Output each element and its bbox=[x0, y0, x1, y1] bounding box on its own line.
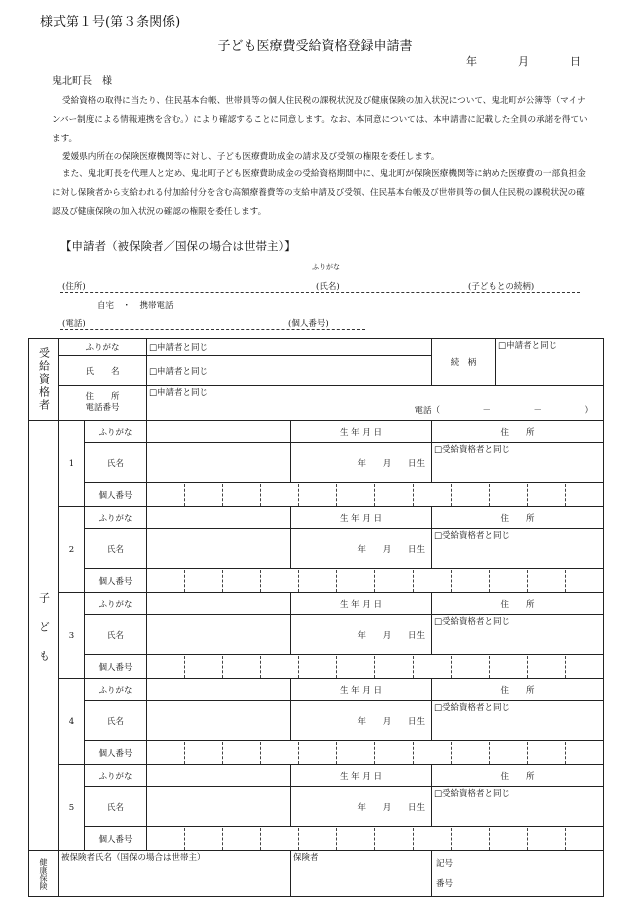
recipient-header: 受給資格者 bbox=[29, 339, 59, 421]
mynumber-digit-box[interactable] bbox=[490, 656, 528, 678]
recipient-furigana-cell[interactable] bbox=[147, 339, 432, 356]
child-address-label: 住 所 bbox=[432, 421, 604, 443]
mynumber-digit-box[interactable] bbox=[299, 570, 337, 592]
child-furigana-label: ふりがな bbox=[85, 679, 147, 701]
child-mynumber-cell[interactable] bbox=[147, 655, 604, 679]
child-name-cell[interactable] bbox=[147, 701, 291, 741]
address-label: (住所) bbox=[62, 282, 86, 292]
mynumber-digit-box[interactable] bbox=[375, 570, 413, 592]
child-address-cell[interactable] bbox=[432, 701, 604, 741]
same-as-recipient-text: 受給資格者と同じ bbox=[442, 789, 511, 799]
child-mynumber-cell[interactable] bbox=[147, 483, 604, 507]
insurer-cell[interactable] bbox=[291, 851, 432, 897]
month-text: 月 bbox=[382, 630, 392, 641]
child-mynumber-cell[interactable] bbox=[147, 827, 604, 851]
mynumber-digit-box[interactable] bbox=[452, 570, 490, 592]
same-as-applicant-text: 申請者と同じ bbox=[157, 366, 209, 377]
application-table bbox=[28, 338, 604, 421]
mynumber-digit-box[interactable] bbox=[414, 828, 452, 850]
day-born-text: 日生 bbox=[407, 630, 425, 641]
mynumber-digit-box[interactable] bbox=[223, 570, 261, 592]
mynumber-digit-box[interactable] bbox=[452, 828, 490, 850]
child-mynumber-label: 個人番号 bbox=[85, 827, 147, 851]
child-mynumber-cell[interactable] bbox=[147, 741, 604, 765]
child-name-cell[interactable] bbox=[147, 529, 291, 569]
mynumber-digit-box[interactable] bbox=[452, 484, 490, 506]
mynumber-label: (個人番号) bbox=[288, 319, 329, 329]
same-as-recipient-text: 受給資格者と同じ bbox=[442, 703, 511, 713]
mynumber-digit-box[interactable] bbox=[185, 484, 223, 506]
child-birth-cell[interactable] bbox=[291, 701, 432, 741]
same-as-applicant-text: 申請者と同じ bbox=[157, 343, 209, 353]
date-month: 月 bbox=[518, 55, 529, 68]
mynumber-digit-box[interactable] bbox=[414, 742, 452, 764]
checkbox-icon[interactable] bbox=[434, 531, 442, 541]
child-name-label: 氏名 bbox=[85, 787, 147, 827]
mynumber-digit-box[interactable] bbox=[337, 656, 375, 678]
child-furigana-label: ふりがな bbox=[85, 421, 147, 443]
year-text: 年 bbox=[357, 544, 367, 555]
mynumber-digit-box[interactable] bbox=[337, 742, 375, 764]
mynumber-digit-box[interactable] bbox=[566, 742, 603, 764]
child-address-cell[interactable] bbox=[432, 443, 604, 483]
mynumber-digit-box[interactable] bbox=[261, 484, 299, 506]
child-number: 5 bbox=[59, 765, 85, 851]
mynumber-digit-box[interactable] bbox=[566, 828, 603, 850]
year-text: 年 bbox=[357, 716, 367, 727]
same-as-recipient-text: 受給資格者と同じ bbox=[442, 531, 511, 541]
mynumber-digit-box[interactable] bbox=[566, 656, 603, 678]
mynumber-digit-box[interactable] bbox=[528, 742, 566, 764]
mynumber-digit-box[interactable] bbox=[528, 828, 566, 850]
mynumber-digit-box[interactable] bbox=[185, 656, 223, 678]
mynumber-digit-box[interactable] bbox=[528, 484, 566, 506]
child-name-label: 氏名 bbox=[85, 615, 147, 655]
mynumber-digit-box[interactable] bbox=[414, 570, 452, 592]
child-address-label: 住 所 bbox=[432, 679, 604, 701]
same-as-recipient-text: 受給資格者と同じ bbox=[442, 617, 511, 627]
mynumber-digit-box[interactable] bbox=[528, 570, 566, 592]
child-address-label: 住 所 bbox=[432, 593, 604, 615]
child-furigana-label: ふりがな bbox=[85, 507, 147, 529]
mynumber-digit-box[interactable] bbox=[299, 742, 337, 764]
mynumber-digit-box[interactable] bbox=[299, 484, 337, 506]
child-name-label: 氏名 bbox=[85, 701, 147, 741]
mynumber-digit-box[interactable] bbox=[375, 742, 413, 764]
symbol-number-cell[interactable] bbox=[432, 851, 604, 897]
mynumber-digit-box[interactable] bbox=[261, 828, 299, 850]
mynumber-digit-box[interactable] bbox=[261, 656, 299, 678]
page-title: 子ども医療費受給資格登録申請書 bbox=[217, 39, 413, 54]
child-furigana-cell[interactable] bbox=[147, 593, 291, 615]
mynumber-digit-box[interactable] bbox=[223, 828, 261, 850]
insured-name-cell[interactable] bbox=[59, 851, 291, 897]
child-address-cell[interactable] bbox=[432, 787, 604, 827]
insurer-label: 保険者 bbox=[293, 853, 319, 863]
mynumber-digit-box[interactable] bbox=[528, 656, 566, 678]
recipient-address-cell[interactable] bbox=[147, 386, 604, 421]
applicant-furigana-label: ふりがな bbox=[312, 263, 340, 271]
child-birth-cell[interactable] bbox=[291, 529, 432, 569]
day-born-text: 日生 bbox=[407, 458, 425, 469]
mynumber-digit-box[interactable] bbox=[147, 828, 185, 850]
child-furigana-cell[interactable] bbox=[147, 765, 291, 787]
day-born-text: 日生 bbox=[407, 544, 425, 555]
mynumber-digit-box[interactable] bbox=[261, 570, 299, 592]
mynumber-digit-box[interactable] bbox=[337, 484, 375, 506]
mynumber-digit-box[interactable] bbox=[147, 742, 185, 764]
mynumber-digit-box[interactable] bbox=[337, 828, 375, 850]
mynumber-digit-box[interactable] bbox=[452, 742, 490, 764]
child-furigana-label: ふりがな bbox=[85, 765, 147, 787]
child-name-cell[interactable] bbox=[147, 615, 291, 655]
recipient-address-label bbox=[59, 386, 147, 421]
checkbox-icon[interactable] bbox=[498, 341, 506, 351]
mynumber-digit-box[interactable] bbox=[490, 570, 528, 592]
month-text: 月 bbox=[382, 544, 392, 555]
month-text: 月 bbox=[382, 458, 392, 469]
recipient-name-label: 氏 名 bbox=[59, 356, 147, 386]
relation-label-cell: 続 柄 bbox=[432, 339, 496, 386]
applicant-section-title: 【申請者（被保険者／国保の場合は世帯主）】 bbox=[60, 239, 296, 253]
mynumber-digit-box[interactable] bbox=[147, 656, 185, 678]
mynumber-digit-box[interactable] bbox=[223, 484, 261, 506]
recipient-furigana-label: ふりがな bbox=[59, 339, 147, 356]
child-number: 1 bbox=[59, 421, 85, 507]
delegation-paragraph: 愛媛県内所在の保険医療機関等に対し、子ども医療費助成金の請求及び受領の権限を委任します。 bbox=[62, 152, 440, 162]
mynumber-digit-box[interactable] bbox=[147, 484, 185, 506]
child-name-cell[interactable] bbox=[147, 787, 291, 827]
date-line bbox=[466, 53, 581, 69]
child-birth-cell[interactable] bbox=[291, 615, 432, 655]
phone-label: (電話) bbox=[62, 319, 86, 329]
day-born-text: 日生 bbox=[407, 716, 425, 727]
children-table bbox=[28, 420, 604, 897]
consent-paragraph: 受給資格の取得に当たり、住民基本台帳、世帯員等の個人住民税の課税状況及び健康保険の加入状況について、鬼北町が公簿等（マイナンバー制度による情報連携を含む。）により確認することに同意します。なお、本同意については、本申請書に記載した全員の承諾を得ています。 bbox=[52, 96, 588, 144]
mynumber-digit-box[interactable] bbox=[375, 656, 413, 678]
checkbox-icon[interactable] bbox=[434, 445, 442, 455]
applicant-phone-line[interactable] bbox=[60, 316, 365, 330]
child-name-cell[interactable] bbox=[147, 443, 291, 483]
child-address-cell[interactable] bbox=[432, 529, 604, 569]
child-furigana-cell[interactable] bbox=[147, 679, 291, 701]
child-mynumber-label: 個人番号 bbox=[85, 741, 147, 765]
child-birth-label: 生 年 月 日 bbox=[291, 507, 432, 529]
form-number: 様式第１号(第３条関係) bbox=[40, 15, 181, 30]
insured-name-label: 被保険者氏名（国保の場合は世帯主） bbox=[61, 853, 206, 863]
child-number: 3 bbox=[59, 593, 85, 679]
child-address-label: 住 所 bbox=[432, 765, 604, 787]
child-birth-cell[interactable] bbox=[291, 443, 432, 483]
mynumber-digit-box[interactable] bbox=[337, 570, 375, 592]
mynumber-digit-box[interactable] bbox=[414, 656, 452, 678]
child-furigana-cell[interactable] bbox=[147, 507, 291, 529]
mynumber-digit-box[interactable] bbox=[375, 484, 413, 506]
child-name-label: 氏名 bbox=[85, 529, 147, 569]
mynumber-digit-box[interactable] bbox=[375, 828, 413, 850]
symbol-label: 記号 bbox=[436, 858, 454, 869]
mynumber-digit-box[interactable] bbox=[414, 484, 452, 506]
recipient-phone-text: 電話（ － － ） bbox=[414, 406, 594, 416]
child-birth-label: 生 年 月 日 bbox=[291, 679, 432, 701]
mynumber-digit-box[interactable] bbox=[566, 570, 603, 592]
addressee: 鬼北町長 様 bbox=[52, 76, 112, 87]
address-text: 住 所 bbox=[85, 392, 120, 402]
relation-label: (子どもとの続柄) bbox=[468, 282, 535, 292]
checkbox-icon[interactable] bbox=[149, 367, 157, 377]
applicant-address-line[interactable] bbox=[60, 279, 580, 293]
checkbox-icon[interactable] bbox=[149, 343, 157, 353]
year-text: 年 bbox=[357, 458, 367, 469]
child-name-label: 氏名 bbox=[85, 443, 147, 483]
child-mynumber-label: 個人番号 bbox=[85, 655, 147, 679]
mynumber-digit-box[interactable] bbox=[490, 828, 528, 850]
same-as-applicant-text: 申請者と同じ bbox=[506, 341, 558, 351]
day-born-text: 日生 bbox=[407, 802, 425, 813]
year-text: 年 bbox=[357, 630, 367, 641]
mynumber-digit-box[interactable] bbox=[223, 656, 261, 678]
year-text: 年 bbox=[357, 802, 367, 813]
same-as-applicant-text: 申請者と同じ bbox=[157, 388, 209, 398]
mynumber-digit-box[interactable] bbox=[299, 828, 337, 850]
relation-cell[interactable] bbox=[496, 339, 604, 386]
mynumber-digit-box[interactable] bbox=[490, 742, 528, 764]
mynumber-digit-box[interactable] bbox=[185, 570, 223, 592]
mynumber-digit-box[interactable] bbox=[185, 742, 223, 764]
child-birth-label: 生 年 月 日 bbox=[291, 421, 432, 443]
home-mobile-label: 自宅 ・ 携帯電話 bbox=[97, 301, 174, 311]
mynumber-digit-box[interactable] bbox=[299, 656, 337, 678]
mynumber-digit-box[interactable] bbox=[452, 656, 490, 678]
same-as-recipient-text: 受給資格者と同じ bbox=[442, 445, 511, 455]
checkbox-icon[interactable] bbox=[434, 789, 442, 799]
date-day: 日 bbox=[570, 55, 581, 68]
child-mynumber-cell[interactable] bbox=[147, 569, 604, 593]
child-birth-cell[interactable] bbox=[291, 787, 432, 827]
mynumber-digit-box[interactable] bbox=[490, 484, 528, 506]
month-text: 月 bbox=[382, 716, 392, 727]
mynumber-digit-box[interactable] bbox=[223, 742, 261, 764]
date-year: 年 bbox=[466, 55, 477, 68]
name-label: (氏名) bbox=[316, 282, 340, 292]
child-furigana-cell[interactable] bbox=[147, 421, 291, 443]
checkbox-icon[interactable] bbox=[434, 617, 442, 627]
phone-no-text: 電話番号 bbox=[85, 403, 120, 413]
child-mynumber-label: 個人番号 bbox=[85, 569, 147, 593]
child-number: 2 bbox=[59, 507, 85, 593]
child-address-label: 住 所 bbox=[432, 507, 604, 529]
child-mynumber-label: 個人番号 bbox=[85, 483, 147, 507]
mynumber-digit-box[interactable] bbox=[566, 484, 603, 506]
child-furigana-label: ふりがな bbox=[85, 593, 147, 615]
children-header: 子ども bbox=[29, 421, 59, 851]
number-label: 番号 bbox=[436, 878, 454, 889]
insurance-header: 健康保険 bbox=[29, 851, 59, 897]
child-birth-label: 生 年 月 日 bbox=[291, 765, 432, 787]
proxy-paragraph: また、鬼北町長を代理人と定め、鬼北町子ども医療費助成金の受給資格期間中に、鬼北町が保険医療機関等に納めた医療費の一部負担金に対し保険者から支給われる付加給付分を含む高額療養費等の支給申請及び受領、住民基本台帳及び世帯員等の個人住民税の課税状況の確認及び健康保険の加入状況の確認の権限を委任します。 bbox=[52, 169, 586, 217]
child-address-cell[interactable] bbox=[432, 615, 604, 655]
child-number: 4 bbox=[59, 679, 85, 765]
checkbox-icon[interactable] bbox=[149, 388, 157, 398]
mynumber-digit-box[interactable] bbox=[147, 570, 185, 592]
recipient-name-cell[interactable] bbox=[147, 356, 432, 386]
child-birth-label: 生 年 月 日 bbox=[291, 593, 432, 615]
mynumber-digit-box[interactable] bbox=[261, 742, 299, 764]
mynumber-digit-box[interactable] bbox=[185, 828, 223, 850]
checkbox-icon[interactable] bbox=[434, 703, 442, 713]
month-text: 月 bbox=[382, 802, 392, 813]
